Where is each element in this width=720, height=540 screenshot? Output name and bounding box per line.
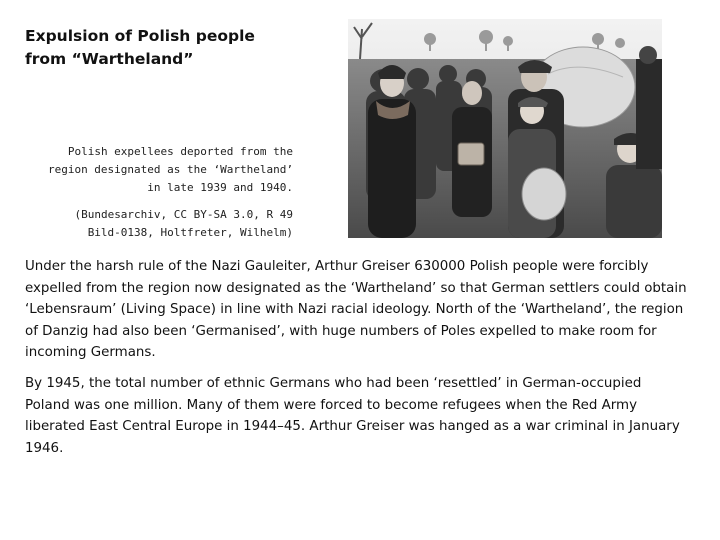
article-body [25, 256, 690, 468]
paragraph-2: By 1945, the total number of ethnic Germans who had been ‘resettled’ in German-occupied Poland was one million. Many of them were forced to become refugees when the Red Army liberated East Central Europe in 1944–45. Arthur Greiser was hanged as a war criminal in January 1946. [25, 375, 680, 456]
title-line-2: from “Wartheland” [25, 50, 194, 68]
caption-credit: (Bundesarchiv, CC BY-SA 3.0, R 49 Bild-0138, Holtfreter, Wilhelm) [74, 208, 293, 239]
photo-caption [40, 143, 293, 242]
photo-polish-expellees [348, 19, 662, 238]
page-title [25, 25, 325, 71]
caption-description: Polish expellees deported from the region designated as the ‘Wartheland’ in late 1939 and 1940. [47, 145, 293, 194]
title-line-1: Expulsion of Polish people [25, 27, 255, 45]
paragraph-1: Under the harsh rule of the Nazi Gauleiter, Arthur Greiser 630000 Polish people were forcibly expelled from the region now designated as the ‘Wartheland’ so that German settlers could obtain ‘Lebensraum’ (Living Space) in line with Nazi racial ideology. North of the ‘Wartheland’, the region of Danzig had also been ‘Germanised’, with huge numbers of Poles expelled to make room for incoming Germans. [25, 259, 687, 361]
